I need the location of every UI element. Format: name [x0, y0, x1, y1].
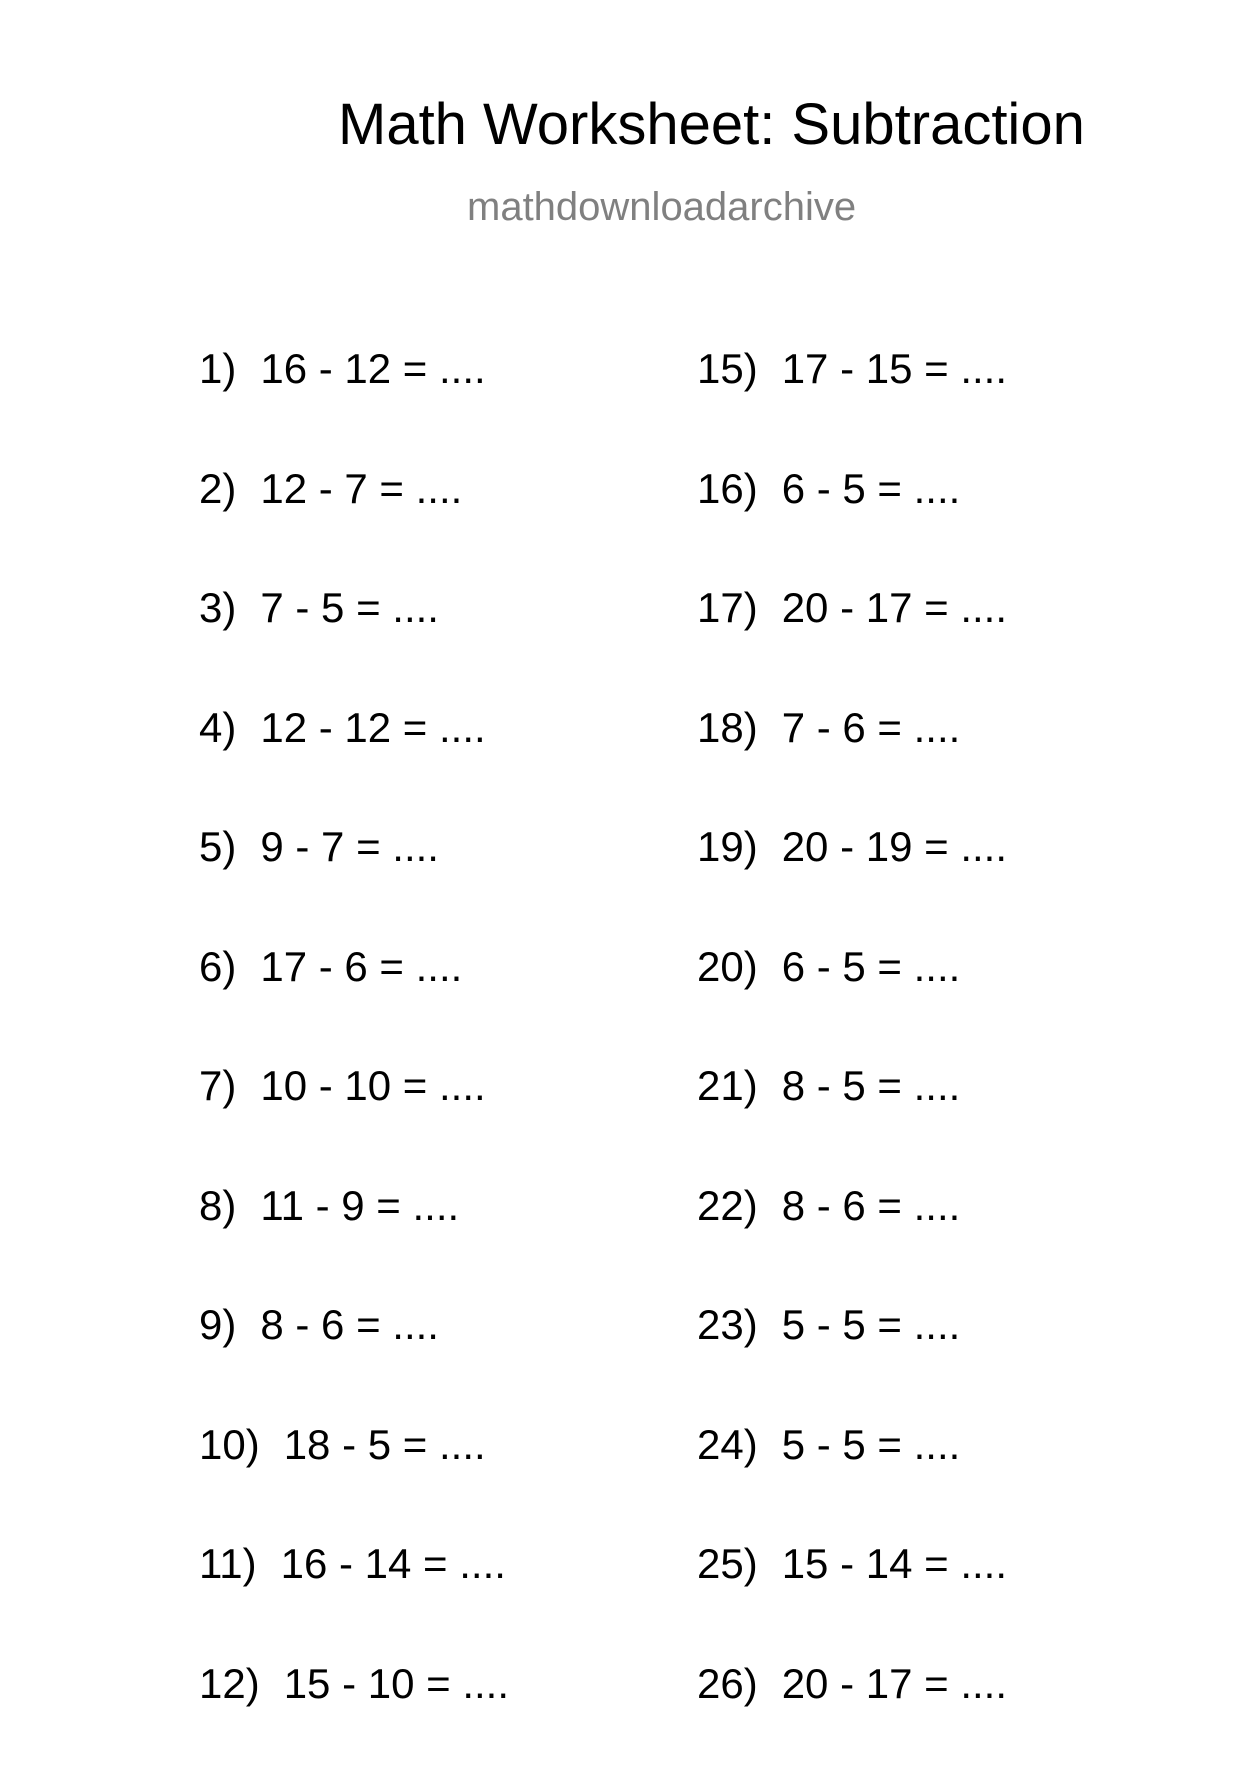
problem-item: [697, 1663, 1007, 1782]
problem-number: 16): [697, 468, 758, 510]
answer-blank[interactable]: ....: [960, 1663, 1007, 1705]
problem-expression: 20 - 19 =: [782, 826, 949, 868]
problem-expression: 8 - 6 =: [260, 1304, 380, 1346]
problem-number: 11): [199, 1543, 257, 1585]
worksheet-subtitle: mathdownloadarchive: [467, 187, 856, 227]
problem-item: [697, 468, 1007, 588]
problem-expression: 5 - 5 =: [782, 1424, 902, 1466]
problem-number: 26): [697, 1663, 758, 1705]
problem-expression: 20 - 17 =: [782, 587, 949, 629]
answer-blank[interactable]: ....: [914, 1304, 961, 1346]
problem-item: [697, 946, 1007, 1066]
problem-expression: 15 - 14 =: [782, 1543, 949, 1585]
problem-item: [199, 348, 509, 468]
answer-blank[interactable]: ....: [392, 587, 439, 629]
problem-expression: 20 - 17 =: [782, 1663, 949, 1705]
problem-item: [199, 468, 509, 588]
problem-item: [697, 1543, 1007, 1663]
problem-expression: 6 - 5 =: [782, 468, 902, 510]
problem-expression: 8 - 5 =: [782, 1065, 902, 1107]
answer-blank[interactable]: ....: [914, 1185, 961, 1227]
problem-number: 8): [199, 1185, 236, 1227]
problem-expression: 9 - 7 =: [260, 826, 380, 868]
answer-blank[interactable]: ....: [960, 826, 1007, 868]
problem-expression: 16 - 12 =: [260, 348, 427, 390]
answer-blank[interactable]: ....: [914, 468, 961, 510]
answer-blank[interactable]: ....: [914, 1424, 961, 1466]
problem-expression: 7 - 5 =: [260, 587, 380, 629]
answer-blank[interactable]: ....: [960, 587, 1007, 629]
problem-number: 10): [199, 1424, 260, 1466]
problem-number: 18): [697, 707, 758, 749]
answer-blank[interactable]: ....: [439, 348, 486, 390]
problem-expression: 5 - 5 =: [782, 1304, 902, 1346]
problem-expression: 17 - 15 =: [782, 348, 949, 390]
problem-number: 2): [199, 468, 236, 510]
answer-blank[interactable]: ....: [392, 1304, 439, 1346]
problem-item: [199, 1543, 509, 1663]
answer-blank[interactable]: ....: [914, 946, 961, 988]
problem-number: 5): [199, 826, 236, 868]
problem-item: [199, 707, 509, 827]
problem-number: 17): [697, 587, 758, 629]
problem-item: [199, 1663, 509, 1782]
problem-item: [697, 1304, 1007, 1424]
problem-column-right: [697, 348, 1007, 1782]
problem-item: [199, 1065, 509, 1185]
problem-expression: 11 - 9 =: [260, 1185, 400, 1227]
problem-number: 1): [199, 348, 236, 390]
answer-blank[interactable]: ....: [413, 1185, 460, 1227]
problem-item: [199, 826, 509, 946]
problem-item: [199, 1424, 509, 1544]
answer-blank[interactable]: ....: [392, 826, 439, 868]
problem-expression: 7 - 6 =: [782, 707, 902, 749]
problem-number: 7): [199, 1065, 236, 1107]
answer-blank[interactable]: ....: [914, 1065, 961, 1107]
problem-expression: 8 - 6 =: [782, 1185, 902, 1227]
problem-item: [697, 1065, 1007, 1185]
problem-expression: 6 - 5 =: [782, 946, 902, 988]
problem-item: [199, 587, 509, 707]
problem-item: [199, 1304, 509, 1424]
answer-blank[interactable]: ....: [462, 1663, 509, 1705]
answer-blank[interactable]: ....: [459, 1543, 506, 1585]
problem-expression: 16 - 14 =: [281, 1543, 448, 1585]
problem-number: 9): [199, 1304, 236, 1346]
problem-number: 19): [697, 826, 758, 868]
problem-item: [199, 946, 509, 1066]
problem-expression: 18 - 5 =: [284, 1424, 428, 1466]
problem-item: [697, 1424, 1007, 1544]
problem-number: 21): [697, 1065, 758, 1107]
problem-column-left: [199, 348, 509, 1782]
problem-number: 4): [199, 707, 236, 749]
problem-item: [697, 1185, 1007, 1305]
problem-number: 23): [697, 1304, 758, 1346]
problem-expression: 12 - 12 =: [260, 707, 427, 749]
answer-blank[interactable]: ....: [960, 348, 1007, 390]
problem-expression: 17 - 6 =: [260, 946, 404, 988]
worksheet-title: Math Worksheet: Subtraction: [338, 96, 1085, 154]
problem-expression: 10 - 10 =: [260, 1065, 427, 1107]
problem-item: [199, 1185, 509, 1305]
answer-blank[interactable]: ....: [439, 707, 486, 749]
answer-blank[interactable]: ....: [416, 946, 463, 988]
problem-item: [697, 826, 1007, 946]
answer-blank[interactable]: ....: [439, 1424, 486, 1466]
problem-number: 12): [199, 1663, 260, 1705]
problem-number: 3): [199, 587, 236, 629]
problem-number: 25): [697, 1543, 758, 1585]
answer-blank[interactable]: ....: [416, 468, 463, 510]
answer-blank[interactable]: ....: [439, 1065, 486, 1107]
problem-number: 6): [199, 946, 236, 988]
problem-number: 22): [697, 1185, 758, 1227]
problem-number: 15): [697, 348, 758, 390]
answer-blank[interactable]: ....: [914, 707, 961, 749]
problem-number: 24): [697, 1424, 758, 1466]
answer-blank[interactable]: ....: [960, 1543, 1007, 1585]
problem-item: [697, 587, 1007, 707]
problem-expression: 12 - 7 =: [260, 468, 404, 510]
problem-expression: 15 - 10 =: [284, 1663, 451, 1705]
problem-item: [697, 348, 1007, 468]
problem-item: [697, 707, 1007, 827]
problem-number: 20): [697, 946, 758, 988]
